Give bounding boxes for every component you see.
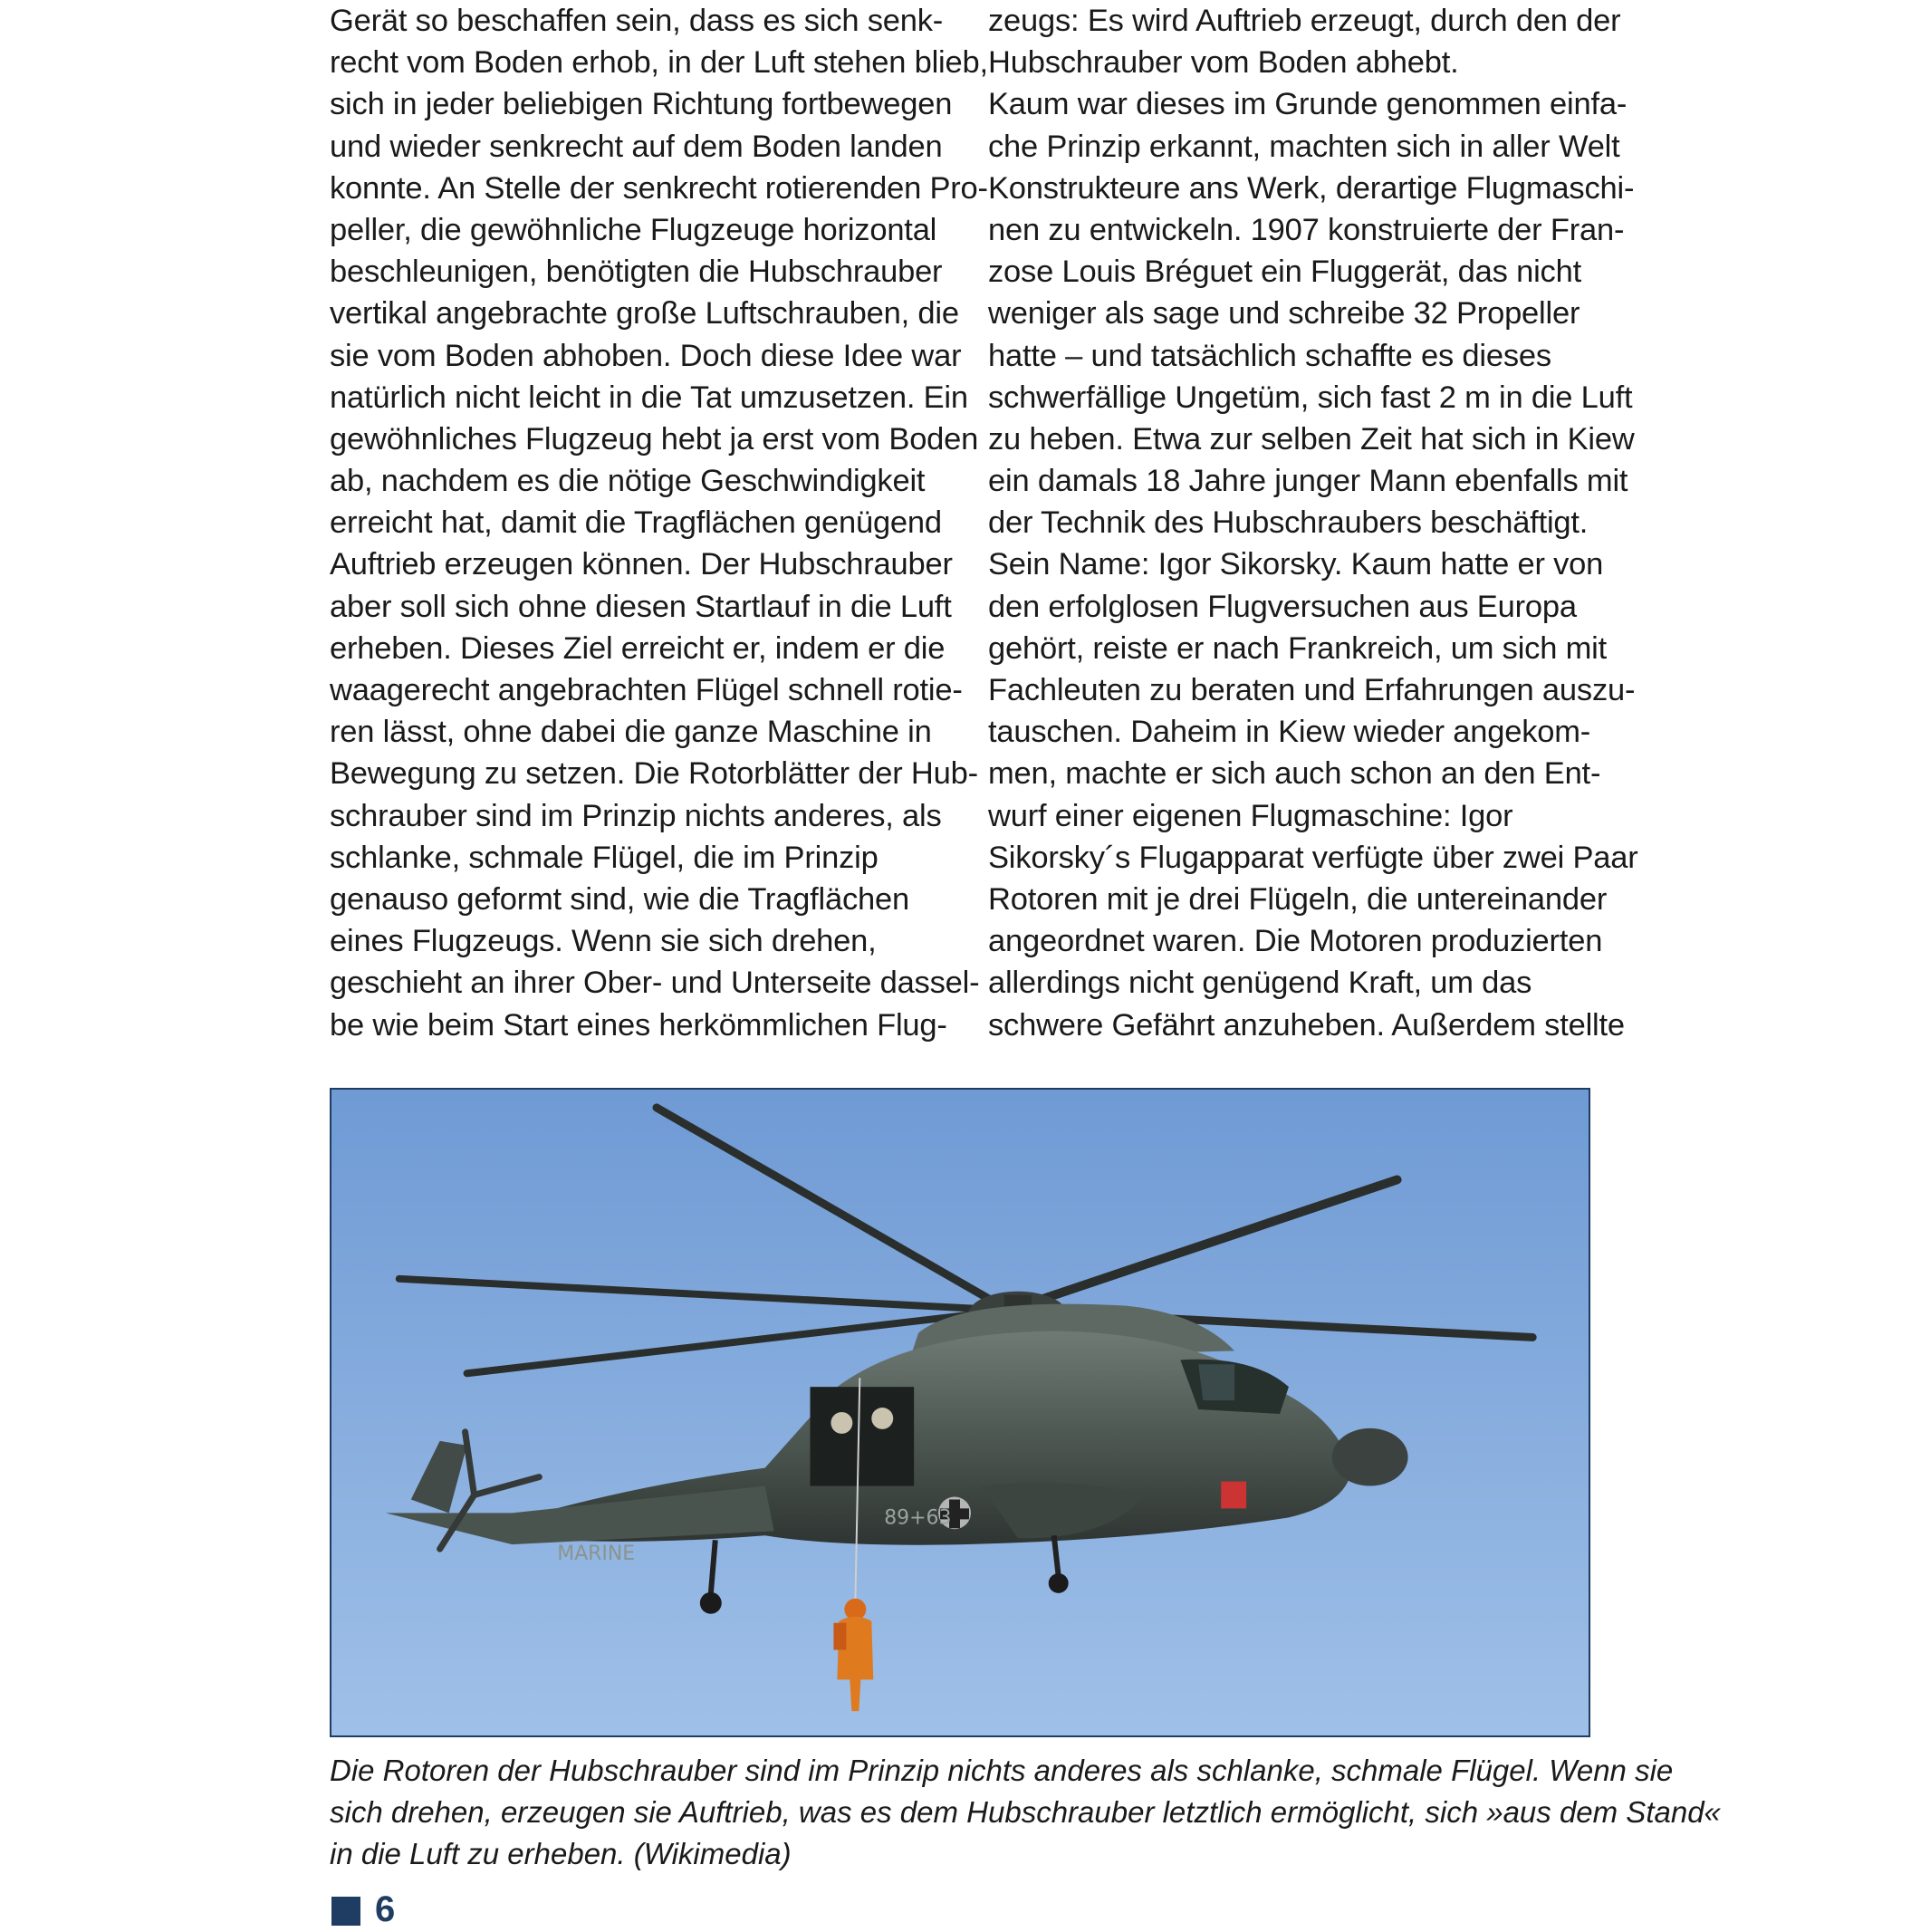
page-marker-square (331, 1897, 360, 1926)
figure-caption (330, 1750, 1721, 1875)
body-text-line: ein damals 18 Jahre junger Mann ebenfalls mit (988, 464, 1628, 499)
body-text-line: erreicht hat, damit die Tragflächen genügend (330, 505, 942, 541)
helicopter-photo (330, 1088, 1590, 1737)
body-text-line: Kaum war dieses im Grunde genommen einfa- (988, 87, 1628, 122)
body-text-line: allerdings nicht genügend Kraft, um das (988, 966, 1532, 1001)
body-text-line: Gerät so beschaffen sein, dass es sich senk- (330, 4, 944, 38)
caption-line: in die Luft zu erheben. (Wikimedia) (330, 1837, 792, 1870)
body-text-line: natürlich nicht leicht in die Tat umzusetzen. Ein (330, 380, 968, 415)
caption-line: Die Rotoren der Hubschrauber sind im Prinzip nichts anderes als schlanke, schmale Flügel. Wenn sie (330, 1754, 1674, 1787)
body-text-line: che Prinzip erkannt, machten sich in aller Welt (988, 129, 1620, 164)
body-text-line: sie vom Boden abhoben. Doch diese Idee war (330, 338, 962, 373)
body-text-line: den erfolglosen Flugversuchen aus Europa (988, 589, 1577, 624)
body-text-line: geschieht an ihrer Ober- und Unterseite dassel- (330, 966, 980, 1001)
body-text-line: Sein Name: Igor Sikorsky. Kaum hatte er von (988, 547, 1604, 582)
fuselage-marking: MARINE (557, 1543, 636, 1566)
body-text-line: ren lässt, ohne dabei die ganze Maschine in (330, 715, 932, 750)
body-text-line: Hubschrauber vom Boden abhebt. (988, 45, 1459, 81)
body-text-line: Konstrukteure ans Werk, derartige Flugmaschi- (988, 170, 1635, 206)
body-text-line: eines Flugzeugs. Wenn sie sich drehen, (330, 924, 877, 959)
body-text-line: aber soll sich ohne diesen Startlauf in die Luft (330, 589, 952, 624)
body-text-line: schlanke, schmale Flügel, die im Prinzip (330, 840, 879, 875)
body-text-line: recht vom Boden erhob, in der Luft stehen blieb, (330, 45, 988, 81)
body-text-line: zose Louis Bréguet ein Fluggerät, das nicht (988, 255, 1581, 290)
caption-line: sich drehen, erzeugen sie Auftrieb, was es dem Hubschrauber letztlich ermöglicht, sich »aus dem Stand« (330, 1795, 1721, 1829)
page-number: 6 (375, 1889, 396, 1929)
body-text-line: beschleunigen, benötigten die Hubschrauber (330, 255, 943, 290)
body-text-line: peller, die gewöhnliche Flugzeuge horizontal (330, 212, 937, 247)
body-text-line: konnte. An Stelle der senkrecht rotierenden Pro- (330, 170, 988, 206)
body-text-line: gehört, reiste er nach Frankreich, um sich mit (988, 630, 1607, 666)
body-text-line: weniger als sage und schreibe 32 Propeller (988, 296, 1580, 332)
body-text-line: schwere Gefährt anzuheben. Außerdem stellte (988, 1007, 1625, 1043)
body-text-line: Sikorsky´s Flugapparat verfügte über zwei Paar (988, 840, 1638, 875)
fuselage-serial: 89+63 (884, 1506, 952, 1530)
body-text-line: schrauber sind im Prinzip nichts anderes, als (330, 798, 942, 833)
body-text-line: genauso geformt sind, wie die Tragflächen (330, 881, 910, 917)
body-text-line: zeugs: Es wird Auftrieb erzeugt, durch den der (988, 4, 1621, 38)
text-column-right (988, 0, 1638, 1046)
body-text-line: schwerfällige Ungetüm, sich fast 2 m in die Luft (988, 380, 1633, 415)
body-text-line: erheben. Dieses Ziel erreicht er, indem er die (330, 630, 946, 666)
body-text-line: sich in jeder beliebigen Richtung fortbewegen (330, 87, 953, 122)
text-column-left (330, 0, 988, 1046)
body-text-line: gewöhnliches Flugzeug hebt ja erst vom Boden (330, 421, 979, 457)
body-text-line: ab, nachdem es die nötige Geschwindigkeit (330, 464, 926, 499)
body-text-line: wurf einer eigenen Flugmaschine: Igor (988, 798, 1513, 833)
body-text-line: Bewegung zu setzen. Die Rotorblätter der Hub- (330, 756, 978, 792)
body-text-line: Rotoren mit je drei Flügeln, die untereinander (988, 881, 1608, 917)
body-text-line: und wieder senkrecht auf dem Boden landen (330, 129, 943, 164)
body-text-line: Fachleuten zu beraten und Erfahrungen auszu- (988, 673, 1636, 707)
body-text-line: be wie beim Start eines herkömmlichen Flug- (330, 1007, 947, 1043)
body-text-line: nen zu entwickeln. 1907 konstruierte der Fran- (988, 212, 1625, 247)
body-text-line: hatte – und tatsächlich schaffte es dieses (988, 338, 1551, 373)
body-text-line: angeordnet waren. Die Motoren produzierten (988, 924, 1603, 959)
body-text-line: zu heben. Etwa zur selben Zeit hat sich in Kiew (988, 421, 1635, 457)
body-text-line: der Technik des Hubschraubers beschäftigt. (988, 505, 1589, 541)
body-text-line: vertikal angebrachte große Luftschrauben, die (330, 296, 959, 332)
body-text-line: waagerecht angebrachten Flügel schnell rotie- (330, 673, 963, 707)
body-text-line: tauschen. Daheim in Kiew wieder angekom- (988, 715, 1591, 750)
body-text-line: Auftrieb erzeugen können. Der Hubschrauber (330, 547, 953, 582)
body-text-line: men, machte er sich auch schon an den Ent- (988, 756, 1601, 792)
